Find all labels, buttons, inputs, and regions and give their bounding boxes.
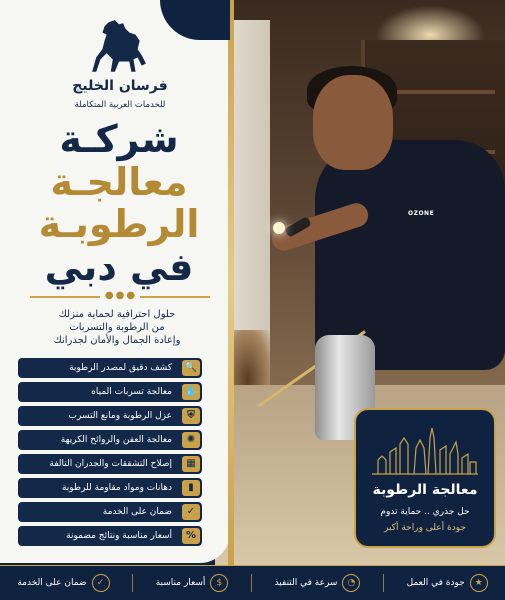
promo-title: معالجة الرطوبة [372,482,478,498]
paint-roller-icon: ▮ [182,480,200,496]
description [12,308,222,347]
bottom-bar-item [156,574,229,592]
feature-label: أسعار مناسبة ونتائج مضمونة [66,531,172,541]
features-list [18,358,202,550]
dollar-coin-icon: $ [210,574,228,592]
headline-line-1: شركـة [59,117,179,161]
headline-line-4: في دبي [44,245,194,289]
feature-label: معالجة العفن والروائح الكريهة [60,435,172,445]
bottom-bar-label: جودة في العمل [406,578,465,588]
feature-label: كشف دقيق لمصدر الرطوبة [69,363,172,373]
promo-tagline: حل جذري .. حماية تدوم [380,507,470,517]
feature-item [18,358,202,378]
feature-item [18,430,202,450]
shield-check-icon: ✓ [92,574,110,592]
bottom-bar-item [407,574,488,592]
brand-name: فرسان الخليج [72,78,168,94]
brick-wall-icon: ▦ [182,456,200,472]
shirt-logo: OZONE [408,210,435,217]
feature-item [18,526,202,546]
magnifier-icon: 🔍 [182,360,200,376]
description-line: حلول احترافية لحماية منزلك [58,309,176,320]
virus-icon: ✺ [182,432,200,448]
headline-line-3: الرطوبـة [38,202,200,246]
bottom-bar-separator [251,574,252,592]
description-line: من الرطوبة والتسربات [69,322,165,333]
feature-item [18,502,202,522]
percent-icon: % [182,528,200,544]
feature-item [18,478,202,498]
shield-icon: ⛨ [182,408,200,424]
horse-logo-icon [88,18,150,76]
bottom-bar-item [275,574,361,592]
bottom-bar [0,565,505,600]
promo-box [354,408,496,548]
feature-label: دهانات ومواد مقاومة للرطوبة [61,483,172,493]
bottom-bar-separator [383,574,384,592]
feature-label: معالجة تسربات المياه [91,387,172,397]
bottom-bar-label: سرعة في التنفيذ [274,578,338,588]
divider-right [140,296,210,298]
promo-tagline: جودة أعلى وراحة أكبر [384,523,466,533]
bottom-bar-label: ضمان على الخدمة [17,578,87,588]
bottom-bar-item [17,574,109,592]
description-line: وإعادة الجمال والأمان لجدرانك [53,335,181,346]
feature-label: إصلاح التشققات والجدران التالفة [49,459,172,469]
medal-icon: ★ [470,574,488,592]
feature-label: ضمان على الخدمة [102,507,172,517]
bottom-bar-label: أسعار مناسبة [155,578,206,588]
speedometer-icon: ◔ [342,574,360,592]
brand-subtitle: للخدمات العربية المتكاملة [74,100,166,110]
divider-left [30,296,100,298]
headline-line-2: معالجـة [50,160,188,204]
water-drop-icon: 💧 [182,384,200,400]
feature-item [18,382,202,402]
bottom-bar-separator [132,574,133,592]
feature-item [18,454,202,474]
divider-dots: ●●● [104,290,138,301]
gold-border [228,0,234,565]
dubai-skyline-icon [370,424,480,476]
feature-label: عزل الرطوبة ومانع التسرب [68,411,172,421]
feature-item [18,406,202,426]
shield-check-icon: ✓ [182,504,200,520]
